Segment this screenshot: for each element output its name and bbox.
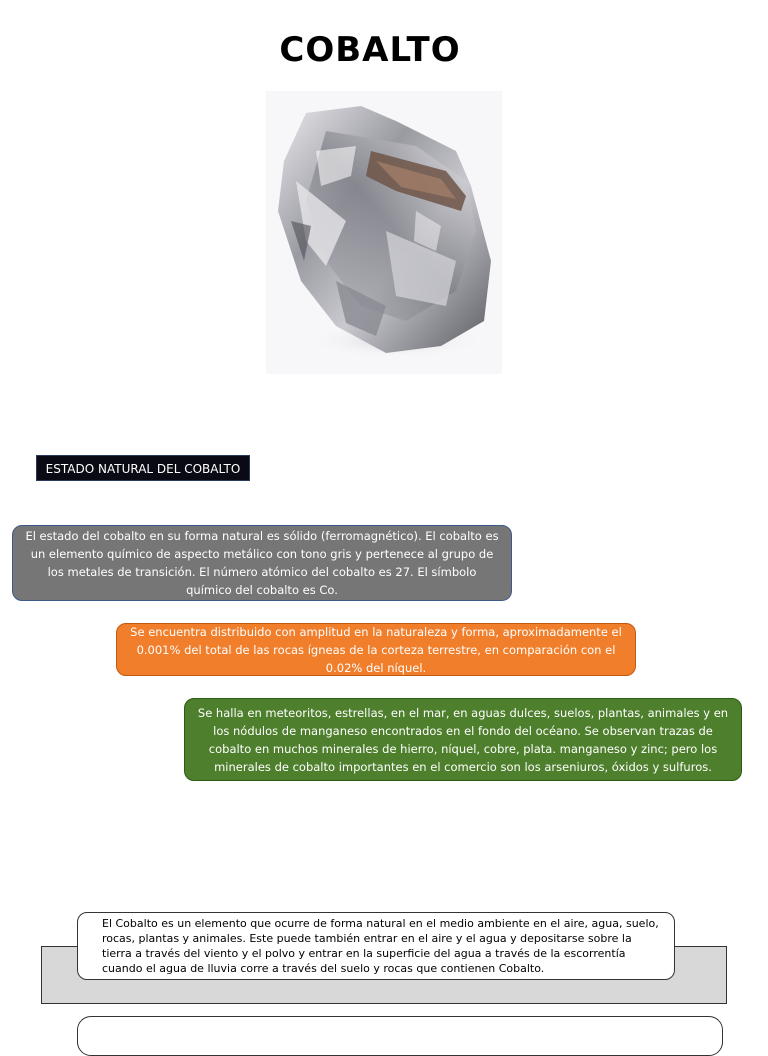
section-label: ESTADO NATURAL DEL COBALTO bbox=[36, 455, 250, 481]
info-box-next bbox=[77, 1016, 723, 1056]
info-box-text: El estado del cobalto en su forma natural es sólido (ferromagnético). El cobalto es un elemento químico de aspecto metálico con tono gris y pertenece al grupo de los metales de transición. El número atómico del cobalto es 27. El símbolo químico del cobalto es Co. bbox=[25, 529, 499, 597]
info-box-distribution bbox=[116, 623, 636, 676]
page-title: COBALTO bbox=[279, 30, 461, 70]
info-box-occurrence bbox=[184, 698, 742, 781]
cobalt-photo bbox=[266, 91, 502, 374]
info-box-text: Se encuentra distribuido con amplitud en la naturaleza y forma, aproximadamente el 0.001% del total de las rocas ígneas de la corteza terrestre, en comparación con el 0.02% del níquel. bbox=[130, 624, 622, 675]
info-box-environment bbox=[77, 912, 675, 980]
cobalt-metal-image bbox=[266, 91, 502, 374]
info-box-text: El Cobalto es un elemento que ocurre de forma natural en el medio ambiente en el aire, agua, suelo, rocas, plantas y animales. Este puede también entrar en el aire y el agua y depositarse sobre la tierra a través del viento y el polvo y entrar en la superficie del agua a través de la escorrentía cuando el agua de lluvia corre a través del suelo y rocas que contienen Cobalto. bbox=[102, 917, 659, 975]
info-box-text: Se halla en meteoritos, estrellas, en el mar, en aguas dulces, suelos, plantas, animales y en los nódulos de manganeso encontrados en el fondo del océano. Se observan trazas de cobalto en muchos minerales de hierro, níquel, cobre, plata. manganeso y zinc; pero los minerales de cobalto importantes en el comercio son los arseniuros, óxidos y sulfuros. bbox=[197, 705, 729, 774]
info-box-natural-state bbox=[12, 525, 512, 601]
